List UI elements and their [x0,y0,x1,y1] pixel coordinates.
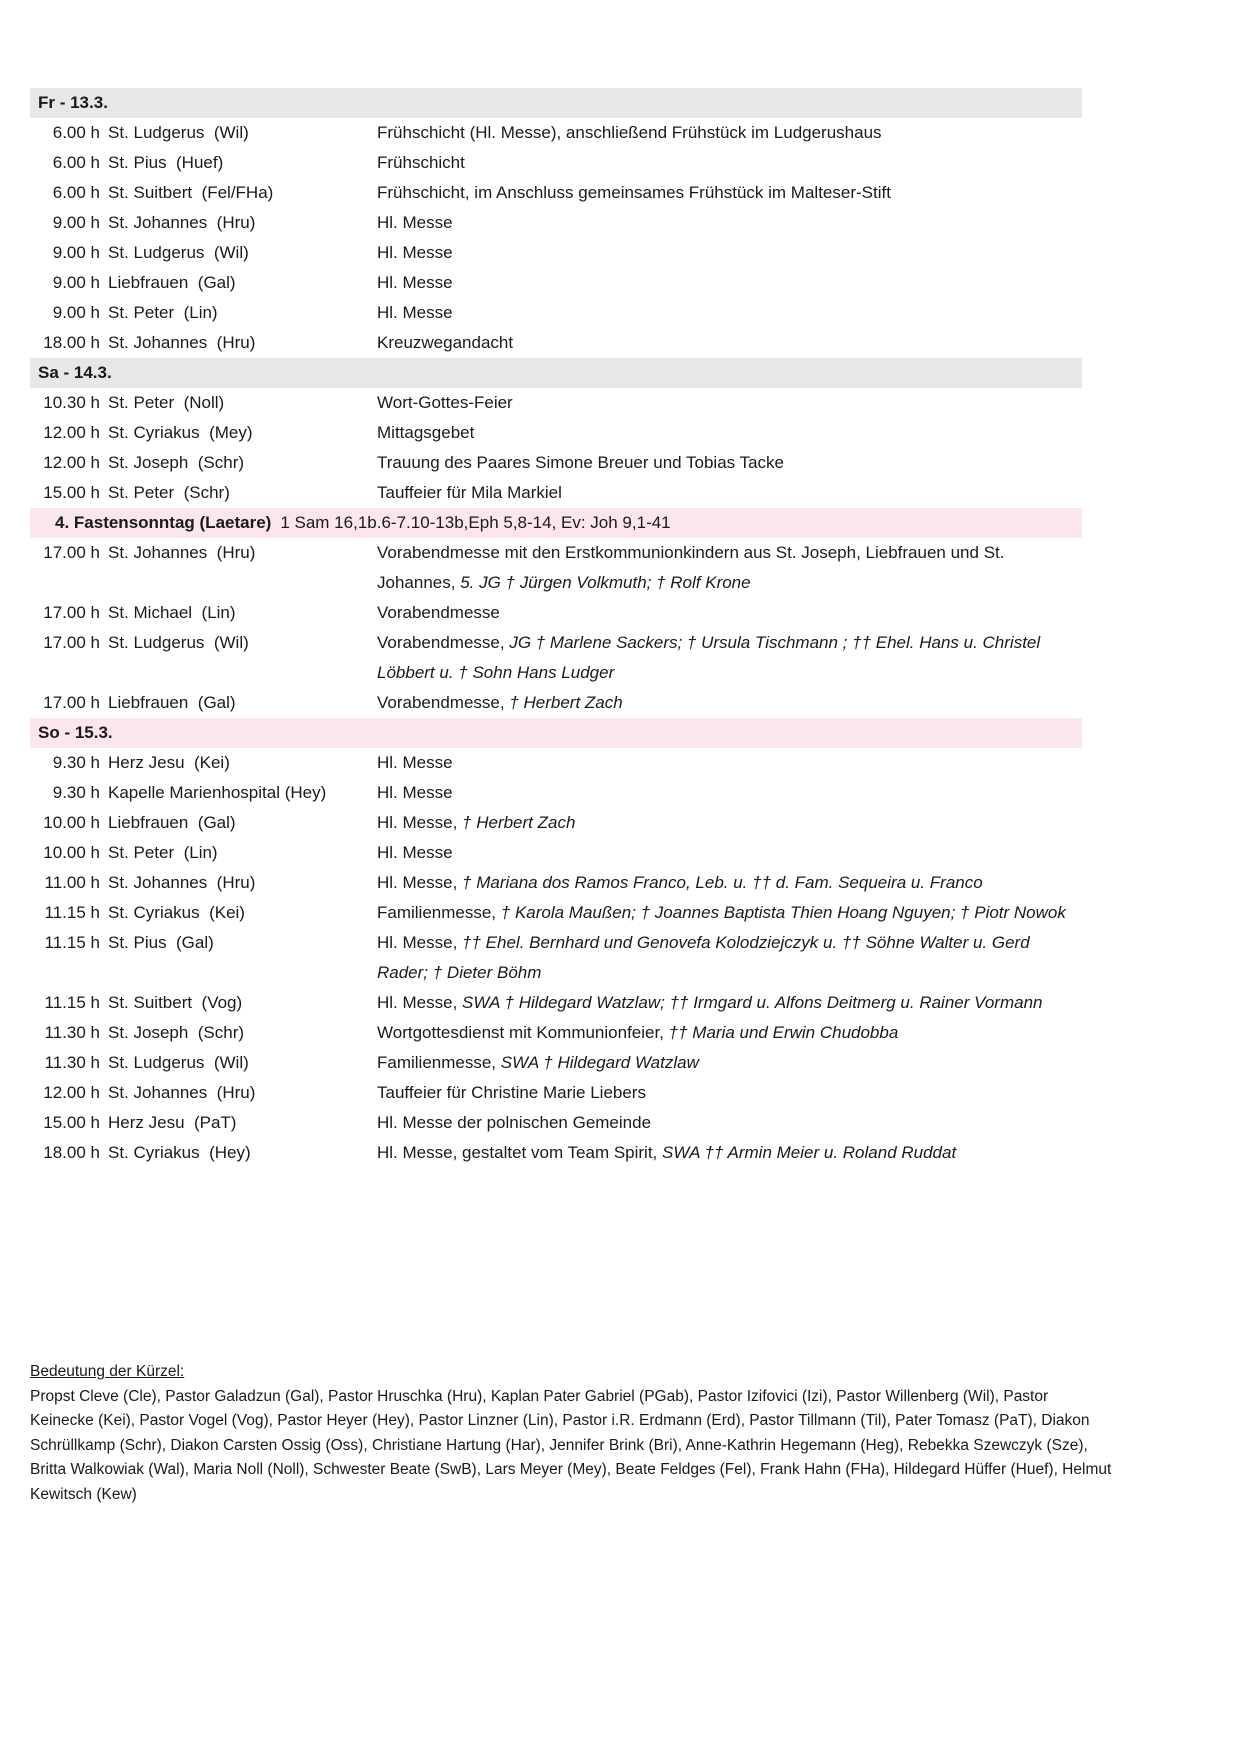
row-time: 9.00 h [52,243,100,262]
row-time: 10.00 h [43,813,100,832]
row-place: St. Michael (Lin) [108,603,236,622]
row-time: 12.00 h [43,423,100,442]
row-place: St. Johannes (Hru) [108,543,256,562]
row-description [377,118,1082,148]
row-place: Herz Jesu (PaT) [108,1113,237,1132]
row-description [377,1108,1082,1138]
row-place: St. Johannes (Hru) [108,333,256,352]
row-description [377,1048,1082,1078]
schedule-row [30,1108,1082,1138]
row-place: St. Ludgerus (Wil) [108,243,249,262]
row-description [377,748,1082,778]
row-place: Kapelle Marienhospital (Hey) [108,783,327,802]
row-time: 11.15 h [44,933,100,952]
row-place: St. Ludgerus (Wil) [108,633,249,652]
row-place: St. Peter (Lin) [108,843,218,862]
row-time: 15.00 h [43,1113,100,1132]
abbreviation-legend [30,1360,1115,1507]
row-description [377,688,1082,718]
row-time: 11.00 h [44,873,100,892]
row-description [377,928,1082,988]
schedule-row [30,178,1082,208]
row-description-text: Hl. Messe [377,753,453,772]
row-description-text: Tauffeier für Mila Markiel [377,483,562,502]
row-description-text: Hl. Messe [377,303,453,322]
schedule-row [30,538,1082,598]
schedule-row [30,748,1082,778]
row-place: Herz Jesu (Kei) [108,753,230,772]
row-place: St. Peter (Schr) [108,483,230,502]
row-time: 9.30 h [52,753,100,772]
row-description-text: Hl. Messe, [377,873,463,892]
row-place: Liebfrauen (Gal) [108,273,236,292]
row-description [377,598,1082,628]
schedule-row [30,268,1082,298]
row-place: St. Joseph (Schr) [108,453,245,472]
legend-body: Propst Cleve (Cle), Pastor Galadzun (Gal), Pastor Hruschka (Hru), Kaplan Pater Gabriel (PGab), Pastor Izifovici (Izi), Pastor Willenberg (Wil), Pastor Keinecke (Kei), Pastor Vogel (Vog), Pastor Heyer (Hey), Pastor Linzner (Lin), Pastor i.R. Erdmann (Erd), Pastor Tillmann (Til), Pater Tomasz (PaT), Diakon Schrüllkamp (Schr), Diakon Carsten Ossig (Oss), Christiane Hartung (Har), Jennifer Brink (Bri), Anne-Kathrin Hegemann (Heg), Rebekka Szewczyk (Sze), Britta Walkowiak (Wal), Maria Noll (Noll), Schwester Beate (SwB), Lars Meyer (Mey), Beate Feldges (Fel), Frank Hahn (FHa), Hildegard Hüffer (Huef), Helmut Kewitsch (Kew) [30,1387,1112,1503]
row-description [377,628,1082,688]
feast-reading: 1 Sam 16,1b.6-7.10-13b,Eph 5,8-14, Ev: Joh 9,1-41 [280,513,671,532]
legend-heading: Bedeutung der Kürzel: [30,1363,185,1380]
day-header-band [30,718,1082,748]
row-description-intention: SWA †† Armin Meier u. Roland Ruddat [662,1143,957,1162]
row-description [377,478,1082,508]
schedule-row [30,148,1082,178]
row-description [377,298,1082,328]
row-time: 6.00 h [52,153,100,172]
row-time: 12.00 h [43,453,100,472]
row-time: 11.15 h [44,993,100,1012]
schedule-row [30,1018,1082,1048]
row-place: St. Cyriakus (Hey) [108,1143,251,1162]
row-place: St. Johannes (Hru) [108,213,256,232]
schedule-row [30,778,1082,808]
row-description-text: Hl. Messe, [377,993,463,1012]
row-description [377,1138,1082,1168]
row-description [377,808,1082,838]
row-place: St. Pius (Huef) [108,153,224,172]
schedule-row [30,1138,1082,1168]
row-description [377,898,1082,928]
row-description-intention: † Mariana dos Ramos Franco, Leb. u. †† d. Fam. Sequeira u. Franco [462,873,983,892]
row-description-text: Vorabendmesse mit den Erstkommunionkindern aus St. Joseph, Liebfrauen und St. Johannes, [377,543,1005,592]
row-time: 17.00 h [43,633,100,652]
schedule-row [30,328,1082,358]
row-description-text: Familienmesse, [377,903,501,922]
schedule-table [30,88,1082,1168]
row-description-text: Hl. Messe, [377,813,463,832]
row-time: 17.00 h [43,693,100,712]
row-time: 17.00 h [43,603,100,622]
schedule-row [30,208,1082,238]
row-description [377,328,1082,358]
schedule-row [30,988,1082,1018]
schedule-row [30,1078,1082,1108]
row-place: St. Suitbert (Vog) [108,993,243,1012]
row-place: St. Peter (Lin) [108,303,218,322]
row-time: 11.30 h [44,1023,100,1042]
schedule-row [30,688,1082,718]
row-description-text: Frühschicht [377,153,465,172]
schedule-row [30,118,1082,148]
schedule-row [30,868,1082,898]
row-description [377,838,1082,868]
schedule-row [30,628,1082,688]
row-description-text: Mittagsgebet [377,423,475,442]
row-description-text: Trauung des Paares Simone Breuer und Tobias Tacke [377,453,784,472]
row-description [377,178,1082,208]
row-time: 15.00 h [43,483,100,502]
row-time: 9.00 h [52,303,100,322]
row-time: 18.00 h [43,333,100,352]
schedule-row [30,808,1082,838]
row-description-text: Hl. Messe [377,213,453,232]
row-description [377,268,1082,298]
row-time: 9.00 h [52,213,100,232]
day-label: So - 15.3. [38,723,113,742]
row-description [377,148,1082,178]
row-description-intention: JG † Marlene Sackers; † Ursula Tischmann ; †† Ehel. Hans u. Christel Löbbert u. † Sohn Hans Ludger [377,633,1041,682]
schedule-row [30,298,1082,328]
row-place: St. Ludgerus (Wil) [108,123,249,142]
row-description-intention: †† Maria und Erwin Chudobba [668,1023,899,1042]
row-description-text: Hl. Messe [377,783,453,802]
day-label: Fr - 13.3. [38,93,108,112]
row-description-intention: † Herbert Zach [462,813,576,832]
row-place: St. Cyriakus (Kei) [108,903,245,922]
schedule-row [30,928,1082,988]
row-place: St. Johannes (Hru) [108,873,256,892]
row-place: St. Suitbert (Fel/FHa) [108,183,274,202]
schedule-row [30,898,1082,928]
feast-label: 4. Fastensonntag (Laetare) [55,513,272,532]
row-description-text: Vorabendmesse, [377,693,510,712]
row-time: 6.00 h [52,123,100,142]
row-time: 11.30 h [44,1053,100,1072]
row-place: St. Pius (Gal) [108,933,214,952]
row-description [377,238,1082,268]
row-place: St. Peter (Noll) [108,393,225,412]
row-time: 10.30 h [43,393,100,412]
row-description-text: Hl. Messe, [377,933,463,952]
row-description-text: Wortgottesdienst mit Kommunionfeier, [377,1023,669,1042]
row-description-text: Wort-Gottes-Feier [377,393,513,412]
row-description [377,778,1082,808]
row-time: 9.00 h [52,273,100,292]
day-header-band [30,88,1082,118]
row-description [377,418,1082,448]
schedule-row [30,418,1082,448]
schedule-row [30,388,1082,418]
row-place: St. Cyriakus (Mey) [108,423,253,442]
row-description-text: Frühschicht (Hl. Messe), anschließend Frühstück im Ludgerushaus [377,123,882,142]
row-description [377,988,1082,1018]
row-description-text: Frühschicht, im Anschluss gemeinsames Frühstück im Malteser-Stift [377,183,891,202]
row-description [377,538,1082,598]
row-time: 10.00 h [43,843,100,862]
row-time: 18.00 h [43,1143,100,1162]
day-header-band [30,358,1082,388]
row-description-intention: SWA † Hildegard Watzlaw; †† Irmgard u. Alfons Deitmerg u. Rainer Vormann [462,993,1043,1012]
feast-header-band [30,508,1082,538]
row-description-text: Hl. Messe der polnischen Gemeinde [377,1113,652,1132]
schedule-row [30,598,1082,628]
row-description-text: Kreuzwegandacht [377,333,514,352]
row-time: 6.00 h [52,183,100,202]
row-description [377,388,1082,418]
row-description-intention: SWA † Hildegard Watzlaw [500,1053,699,1072]
row-description [377,1018,1082,1048]
day-label: Sa - 14.3. [38,363,112,382]
row-description [377,208,1082,238]
row-description-text: Vorabendmesse [377,603,500,622]
row-time: 9.30 h [52,783,100,802]
row-description-text: Hl. Messe [377,273,453,292]
row-place: Liebfrauen (Gal) [108,693,236,712]
row-description [377,448,1082,478]
schedule-row [30,448,1082,478]
row-description-text: Hl. Messe [377,243,453,262]
schedule-row [30,838,1082,868]
row-description-text: Vorabendmesse, [377,633,510,652]
schedule-row [30,1048,1082,1078]
row-description [377,868,1082,898]
row-description [377,1078,1082,1108]
row-description-intention: †† Ehel. Bernhard und Genovefa Kolodziejczyk u. †† Söhne Walter u. Gerd Rader; † Dieter Böhm [377,933,1030,982]
row-description-text: Hl. Messe, gestaltet vom Team Spirit, [377,1143,663,1162]
row-description-text: Familienmesse, [377,1053,501,1072]
row-time: 11.15 h [44,903,100,922]
schedule-row [30,238,1082,268]
row-description-intention: † Karola Maußen; † Joannes Baptista Thien Hoang Nguyen; † Piotr Nowok [500,903,1066,922]
schedule-row [30,478,1082,508]
row-time: 17.00 h [43,543,100,562]
row-description-text: Tauffeier für Christine Marie Liebers [377,1083,646,1102]
row-description-text: Hl. Messe [377,843,453,862]
row-place: St. Johannes (Hru) [108,1083,256,1102]
row-description-intention: 5. JG † Jürgen Volkmuth; † Rolf Krone [460,573,751,592]
row-description-intention: † Herbert Zach [509,693,623,712]
row-place: St. Joseph (Schr) [108,1023,245,1042]
row-time: 12.00 h [43,1083,100,1102]
row-place: Liebfrauen (Gal) [108,813,236,832]
row-place: St. Ludgerus (Wil) [108,1053,249,1072]
